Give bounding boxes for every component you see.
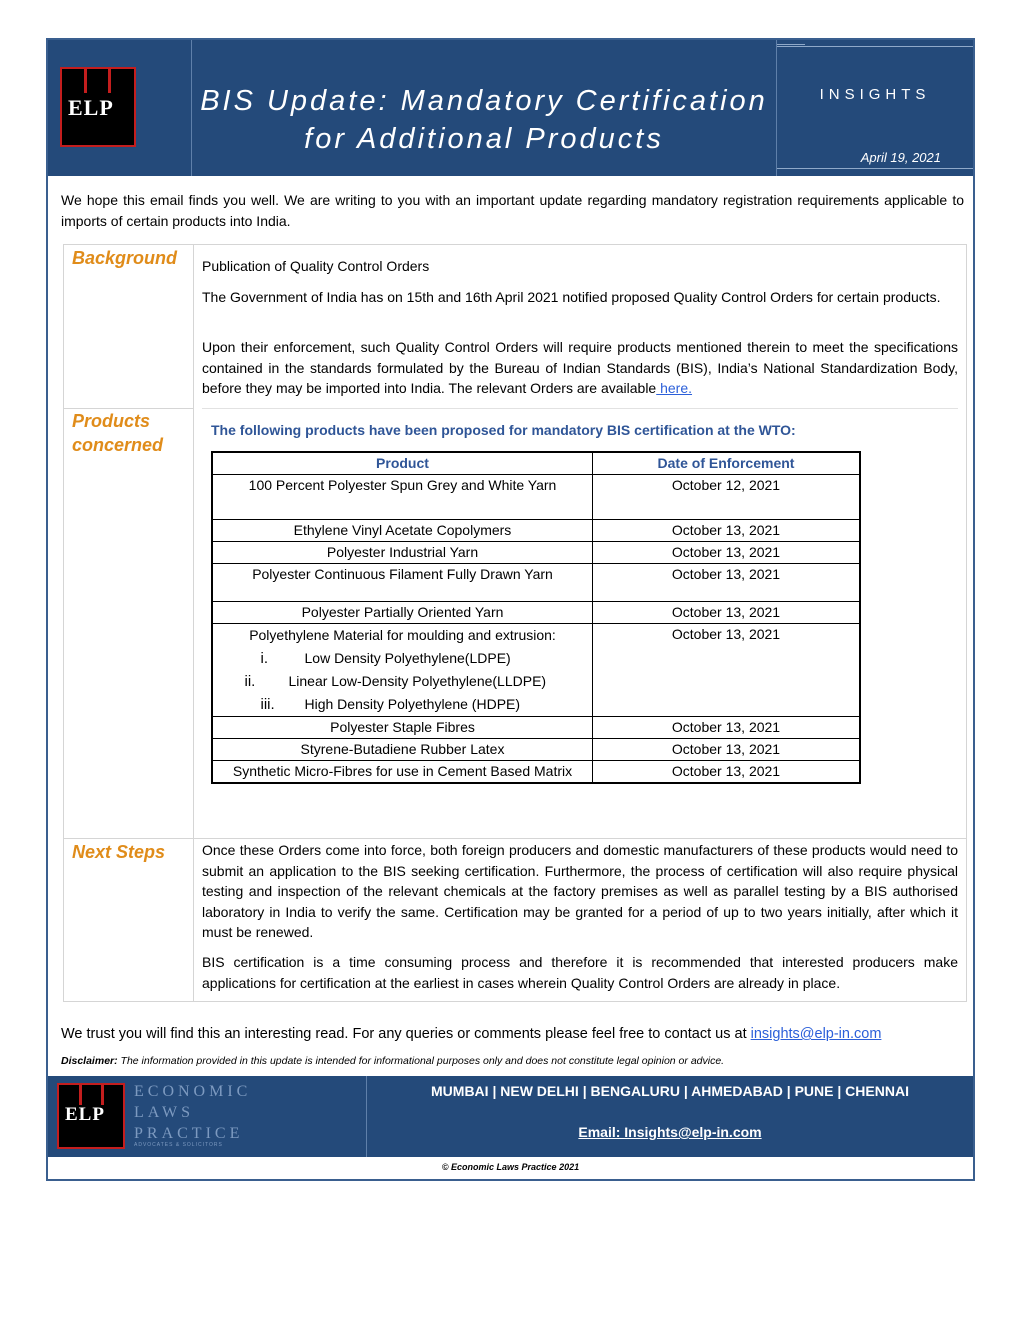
products-intro: The following products have been proposed for mandatory BIS certification at the WTO: [211, 422, 796, 438]
sub-item: iii. High Density Polyethylene (HDPE) [260, 696, 521, 713]
table-row [212, 564, 860, 602]
table-row [212, 520, 860, 542]
section-label-next-steps: Next Steps [72, 842, 166, 862]
footer-elp-logo: ELP [57, 1083, 125, 1149]
sections-table [63, 244, 967, 1002]
date-cell: October 13, 2021 [593, 542, 861, 564]
table-row [212, 475, 860, 520]
product-cell: Polyester Continuous Filament Fully Drawn Yarn [212, 564, 593, 602]
sub-item: i. Low Density Polyethylene(LDPE) [260, 650, 511, 667]
date-cell: October 13, 2021 [593, 520, 861, 542]
disclaimer: Disclaimer: The information provided in this update is intended for informational purposes only and does not constitute legal opinion or advice. [61, 1055, 725, 1067]
date-cell: October 12, 2021 [593, 475, 861, 520]
table-row [212, 624, 860, 717]
header-insights-cell [777, 40, 973, 176]
date-cell: October 13, 2021 [593, 717, 861, 739]
insights-email-link[interactable]: insights@elp-in.com [750, 1026, 882, 1042]
product-cell: Styrene-Butadiene Rubber Latex [212, 739, 593, 761]
background-paragraph-2: Upon their enforcement, such Quality Control Orders will require products mentioned therein to meet the specifications contained in the standards formulated by the Bureau of Indian Standards (BIS), India’s National Standardization Body, before they may be imported into India. The relevant Orders are available here. [202, 339, 958, 396]
product-cell: Ethylene Vinyl Acetate Copolymers [212, 520, 593, 542]
product-cell: Polyester Partially Oriented Yarn [212, 602, 593, 624]
product-cell: 100 Percent Polyester Spun Grey and White Yarn [212, 475, 593, 520]
date-cell: October 13, 2021 [593, 624, 861, 717]
closing-paragraph: We trust you will find this an interesting read. For any queries or comments please feel free to contact us at insights@elp-in.com [61, 1026, 882, 1042]
table-row [212, 717, 860, 739]
firm-tagline: ADVOCATES & SOLICITORS [134, 1142, 223, 1148]
header-title-cell [192, 40, 777, 176]
product-cell: Polyester Industrial Yarn [212, 542, 593, 564]
product-cell: Polyethylene Material for moulding and extrusion: i. Low Density Polyethylene(LDPE) ii. Linear Low-Density Polyethylene(LLDPE) iii. High Density Polyethylene (HDPE) [212, 624, 593, 717]
date-cell: October 13, 2021 [593, 602, 861, 624]
table-row [212, 761, 860, 784]
section-label-background: Background [72, 248, 178, 268]
page-title: BIS Update: Mandatory Certification for Additional Products [200, 85, 768, 155]
product-cell: Synthetic Micro-Fibres for use in Cement Based Matrix [212, 761, 593, 784]
orders-here-link[interactable]: here. [656, 380, 693, 396]
publication-date: April 19, 2021 [860, 150, 941, 165]
firm-name: ECONOMIC LAWS PRACTICE [134, 1083, 252, 1142]
products-table [211, 451, 861, 784]
insights-label: INSIGHTS [819, 86, 931, 103]
sub-item: ii. Linear Low-Density Polyethylene(LLDPE) [244, 673, 547, 690]
table-row [212, 602, 860, 624]
table-row [212, 739, 860, 761]
header-banner [48, 40, 973, 176]
header-logo-cell [48, 40, 192, 176]
date-cell: October 13, 2021 [593, 761, 861, 784]
footer-band [48, 1076, 973, 1157]
footer-email-link[interactable]: Email: Insights@elp-in.com [578, 1124, 762, 1140]
elp-logo: ELP [60, 67, 136, 147]
copyright: © Economic Laws Practice 2021 [441, 1162, 580, 1172]
date-cell: October 13, 2021 [593, 564, 861, 602]
intro-paragraph: We hope this email finds you well. We are writing to you with an important update regarding mandatory registration requirements applicable to imports of certain products into India. [61, 192, 964, 229]
date-cell: October 13, 2021 [593, 739, 861, 761]
next-steps-paragraph-1: Once these Orders come into force, both foreign producers and domestic manufacturers of these products would need to submit an application to the BIS seeking certification. Furthermore, the process of certification will also require physical testing and inspection of the relevant chemicals at the factory premises as well as parallel testing by a BIS authorised laboratory in India to verify the same. Certification may be granted for a period of up to two years initially, after which it must be renewed. [202, 842, 958, 940]
table-row [212, 542, 860, 564]
background-paragraph-1: The Government of India has on 15th and 16th April 2021 notified proposed Quality Control Orders for certain products. [202, 289, 941, 305]
next-steps-paragraph-2: BIS certification is a time consuming process and therefore it is recommended that interested producers make applications for certification at the earliest in cases wherein Quality Control Orders are already in place. [202, 954, 958, 991]
column-header-product: Product [212, 452, 593, 475]
background-subheading: Publication of Quality Control Orders [202, 258, 430, 274]
section-label-products: Products concerned [72, 411, 164, 455]
column-header-date: Date of Enforcement [593, 452, 861, 475]
product-cell: Polyester Staple Fibres [212, 717, 593, 739]
office-cities: MUMBAI | NEW DELHI | BENGALURU | AHMEDABAD | PUNE | CHENNAI [431, 1083, 909, 1099]
